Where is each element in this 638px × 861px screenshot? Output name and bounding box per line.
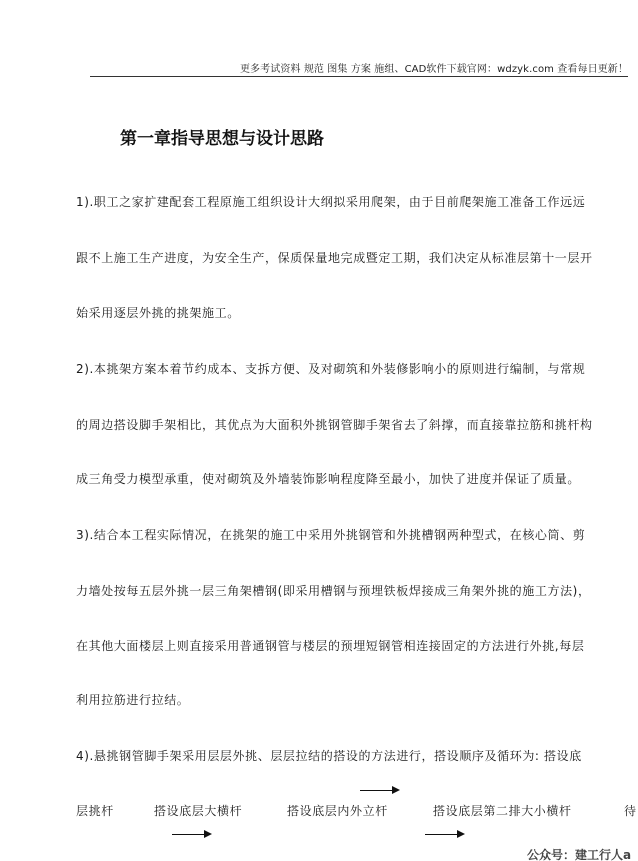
- paragraph-2-line-2: 的周边搭设脚手架相比，其优点为大面积外挑钢管脚手架省去了斜撑，而直接靠拉筋和挑杆构: [76, 418, 593, 432]
- paragraph-3-line-1: 3).结合本工程实际情况，在挑架的施工中采用外挑钢管和外挑槽钢两种型式，在核心筒、剪: [76, 528, 586, 542]
- chapter-title: 第一章指导思想与设计思路: [120, 129, 324, 149]
- flow-step-2: 搭设底层大横杆: [154, 804, 243, 818]
- paragraph-1-line-3: 始采用逐层外挑的挑架施工。: [76, 306, 240, 320]
- flow-arrow-upper: [360, 790, 398, 791]
- paragraph-4-line-1: 4).悬挑钢管脚手架采用层层外挑、层层拉结的搭设的方法进行，搭设顺序及循环为: 搭设底: [76, 749, 582, 763]
- flow-step-5: 待: [624, 804, 637, 818]
- header-divider: [90, 76, 628, 77]
- paragraph-2-line-1: 2).本挑架方案本着节约成本、支拆方便、及对砌筑和外装修影响小的原则进行编制，与常规: [76, 362, 586, 376]
- paragraph-2-line-3: 成三角受力模型承重，使对砌筑及外墙装饰影响程度降至最小，加快了进度并保证了质量。: [76, 472, 581, 486]
- flow-arrow-lower-2: [425, 834, 463, 835]
- erection-sequence-flow: [76, 802, 638, 822]
- paragraph-3-line-4: 利用拉筋进行拉结。: [76, 693, 190, 707]
- paragraph-1-line-1: 1).职工之家扩建配套工程原施工组织设计大纲拟采用爬架，由于目前爬架施工准备工作远远: [76, 195, 586, 209]
- paragraph-3-line-3: 在其他大面楼层上则直接采用普通钢管与楼层的预埋短钢管相连接固定的方法进行外挑,每层: [76, 639, 585, 653]
- flow-step-3: 搭设底层内外立杆: [287, 804, 388, 818]
- page-header: 更多考试资料 规范 图集 方案 施组、CAD软件下载官网：wdzyk.com 查看每日更新！: [239, 64, 628, 75]
- paragraph-3-line-2: 力墙处按每五层外挑一层三角架槽钢(即采用槽钢与预埋铁板焊接成三角架外挑的施工方法)，: [76, 584, 591, 598]
- flow-step-4: 搭设底层第二排大小横杆: [433, 804, 572, 818]
- flow-step-1: 层挑杆: [76, 804, 114, 818]
- wechat-watermark: 公众号：建工行人a: [527, 848, 632, 861]
- flow-arrow-lower-1: [172, 834, 210, 835]
- paragraph-1-line-2: 跟不上施工生产进度，为安全生产，保质保量地完成暨定工期，我们决定从标准层第十一层开: [76, 251, 593, 265]
